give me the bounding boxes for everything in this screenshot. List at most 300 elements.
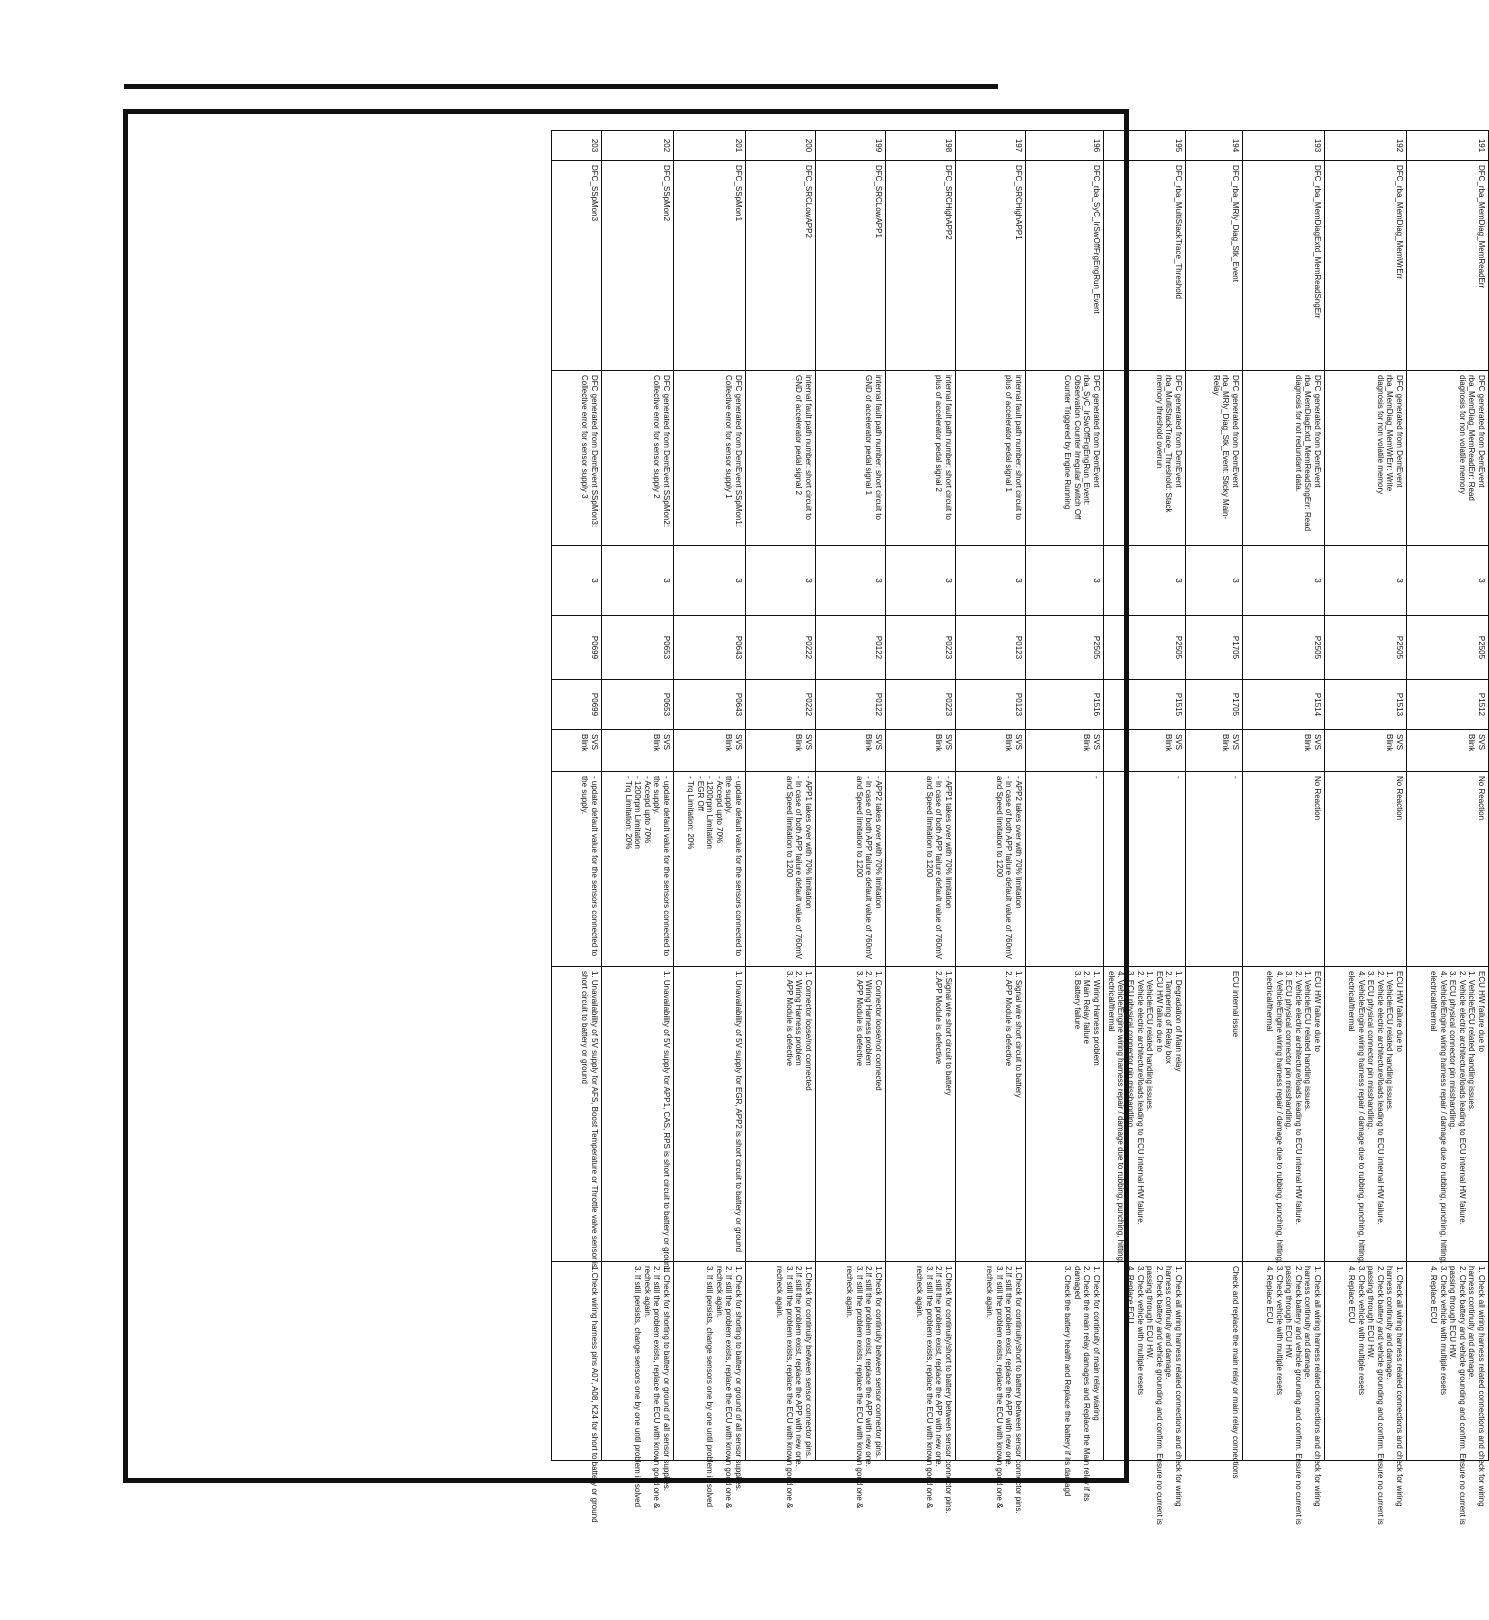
cell-text-line: electrical/thermal bbox=[1429, 971, 1439, 1032]
corrective-action-cell bbox=[602, 1262, 674, 1509]
corrective-action-cell bbox=[886, 1262, 956, 1514]
cell-text-line: 2. Wiring Harness problem bbox=[864, 971, 874, 1066]
cell-text-line: - update default value for the sensors connected to bbox=[662, 776, 671, 957]
cell-text-line: internal fault path number: short circuit to bbox=[1014, 375, 1023, 520]
spn-code-cell: P1513 bbox=[1325, 680, 1407, 730]
mil-status-cell: SVS Blink bbox=[1243, 730, 1325, 772]
dtc-class-cell: 3 bbox=[674, 546, 746, 616]
table-row bbox=[602, 131, 674, 1461]
spn-code-cell: P0699 bbox=[552, 680, 602, 730]
fault-reaction-cell bbox=[1104, 772, 1186, 967]
p-code-cell: P2505 bbox=[1407, 616, 1489, 680]
mil-status-cell: SVS Blink bbox=[552, 730, 602, 772]
cell-text-line: recheck again. bbox=[985, 1266, 995, 1319]
table-row bbox=[674, 131, 746, 1461]
fault-reaction-cell bbox=[1325, 772, 1407, 967]
spn-code-cell: P0223 bbox=[886, 680, 956, 730]
cell-text-line: DFC generated from DemEvent bbox=[1477, 375, 1486, 488]
cell-text-line: and Speed limitation to 1200 bbox=[994, 776, 1004, 878]
cell-text-line: Relay bbox=[1211, 375, 1221, 396]
cell-text-line: 1. Check for shorting to battery or ground of all sensor supplies. bbox=[734, 1266, 743, 1492]
description-cell bbox=[674, 371, 746, 546]
row-number-cell: 195 bbox=[1104, 131, 1186, 161]
mil-status-cell: SVS Blink bbox=[1186, 730, 1243, 772]
cell-text-line: 1. Check for continuity of main relay wiaring bbox=[1092, 1266, 1101, 1421]
row-number-cell: 199 bbox=[816, 131, 886, 161]
dtc-class-cell: 3 bbox=[1026, 546, 1104, 616]
cell-text-line: 2. Vehicle electric architecture/loads leading to ECU internal HW failure. bbox=[1457, 971, 1467, 1225]
cell-text-line: - Trq Limitation: 20% bbox=[686, 776, 696, 850]
cell-text-line: 1. Check all wiring harness related connections and check for wiring bbox=[1395, 1266, 1404, 1507]
cell-text-line: 2. Wiring Harness problem bbox=[794, 971, 804, 1066]
row-number-cell: 203 bbox=[552, 131, 602, 161]
cell-text-line: recheck again. bbox=[714, 1266, 724, 1319]
cell-text-line: 1. Connector loose/not connected bbox=[804, 971, 813, 1091]
row-number-cell: 194 bbox=[1186, 131, 1243, 161]
cell-text-line: rba_MultiStackTrace_Threshold: Stack bbox=[1164, 375, 1174, 513]
cell-text-line: DFC generated from DemEvent SSpMon1: bbox=[734, 375, 743, 528]
cell-text-line: diagnosis for not redundant data. bbox=[1293, 375, 1303, 492]
cell-text-line: 3. If still the problem exists, replace the ECU with known good one & bbox=[784, 1266, 794, 1509]
cell-text-line: DFC generated from DemEvent bbox=[1313, 375, 1322, 488]
cell-text-line: plus of accelerator pedal signal 2 bbox=[934, 375, 944, 492]
corrective-action-cell bbox=[1407, 1262, 1489, 1525]
spn-code-cell: P0122 bbox=[816, 680, 886, 730]
cell-text-line: and Speed limitation to 1200 bbox=[784, 776, 794, 878]
cell-text-line: ECU internal issue bbox=[1231, 971, 1240, 1038]
cell-text-line: 1. Degradation of Main relay bbox=[1174, 971, 1183, 1072]
cell-text-line: - update default value for the sensors connected to bbox=[590, 776, 599, 957]
mil-status-cell: SVS Blink bbox=[602, 730, 674, 772]
description-cell bbox=[1026, 371, 1104, 546]
cell-text-line: 2. Check battery and vehicle grounding and confirm. Ensure no current is bbox=[1154, 1266, 1164, 1525]
cell-text-line: 1. Check for shorting to battery or ground of all sensor supplies. bbox=[662, 1266, 671, 1492]
row-number-cell: 198 bbox=[886, 131, 956, 161]
cell-text-line: DFC generated from DemEvent bbox=[1231, 375, 1240, 488]
cell-text-line: DFC generated from DemEvent SSpMon3: bbox=[590, 375, 599, 528]
row-number-cell: 191 bbox=[1407, 131, 1489, 161]
cell-text-line: 2.If still the problem exist, replace the APP with new one. bbox=[794, 1266, 804, 1467]
row-number-cell: 192 bbox=[1325, 131, 1407, 161]
corrective-action-cell bbox=[1243, 1262, 1325, 1525]
cell-text-line: passing through ECU HW. bbox=[1366, 1266, 1376, 1360]
table-row bbox=[1104, 131, 1186, 1461]
description-cell bbox=[886, 371, 956, 546]
cell-text-line: - APP1 takes over with 70% limitation bbox=[804, 776, 813, 909]
spn-code-cell: P1512 bbox=[1407, 680, 1489, 730]
corrective-action-cell bbox=[956, 1262, 1026, 1514]
spn-code-cell: P1705 bbox=[1186, 680, 1243, 730]
cell-text-line: DFC generated from DemEvent bbox=[1092, 375, 1101, 488]
cell-text-line: recheck again. bbox=[642, 1266, 652, 1319]
cell-text-line: - APP2 takes over with 70% limitation bbox=[1014, 776, 1023, 909]
cell-text-line: - In case of both APP failure default value of 760mV bbox=[1004, 776, 1014, 960]
cell-text-line: 2. Vehicle electric architecture/loads leading to ECU internal HW failure. bbox=[1375, 971, 1385, 1225]
description-cell bbox=[602, 371, 674, 546]
cell-text-line: electrical/thermal bbox=[1265, 971, 1275, 1032]
description-cell bbox=[816, 371, 886, 546]
dfc-table bbox=[551, 130, 1489, 1525]
cell-text-line: - update default value for the sensors connected to bbox=[734, 776, 743, 957]
possible-causes-cell bbox=[1026, 967, 1104, 1262]
cell-text-line: GND of accelerator pedal signal 2 bbox=[794, 375, 804, 496]
cell-text-line: 3. If still persists, change sensors one by one until problem is solved bbox=[633, 1266, 643, 1508]
p-code-cell: P0643 bbox=[674, 616, 746, 680]
dtc-class-cell: 3 bbox=[1104, 546, 1186, 616]
cell-text-line: plus of accelerator pedal signal 1 bbox=[1004, 375, 1014, 492]
spn-code-cell: P0643 bbox=[674, 680, 746, 730]
corrective-action-cell bbox=[1026, 1262, 1104, 1502]
cell-text-line: electrical/thermal bbox=[1106, 971, 1116, 1032]
p-code-cell: P0222 bbox=[746, 616, 816, 680]
description-cell bbox=[746, 371, 816, 546]
cell-text-line: passing through ECU HW. bbox=[1284, 1266, 1294, 1360]
cell-text-line: 1.Check for continuity/short to battery between sensor connector pins. bbox=[944, 1266, 953, 1514]
row-number-cell: 201 bbox=[674, 131, 746, 161]
cell-text-line: 2. Check the main relay damages and Replace the Main relay if its bbox=[1082, 1266, 1092, 1502]
cell-text-line: ECU HW failure due to bbox=[1477, 971, 1486, 1052]
possible-causes-cell bbox=[602, 967, 674, 1273]
cell-text-line: - 1200rpm Limitation bbox=[705, 776, 715, 849]
table-row bbox=[1186, 131, 1243, 1461]
possible-causes-cell bbox=[1104, 967, 1186, 1262]
cell-text-line: rba_MemDiag_MemReadErr: Read bbox=[1467, 375, 1477, 501]
row-number-cell: 193 bbox=[1243, 131, 1325, 161]
cell-text-line: electrical/thermal bbox=[1347, 971, 1357, 1032]
possible-causes-cell bbox=[1325, 967, 1407, 1262]
cell-text-line: 1. Connector loose/not connected bbox=[874, 971, 883, 1091]
cell-text-line: - In case of both APP failure default value of 760mV bbox=[934, 776, 944, 960]
cell-text-line: 2. If still the problem exists, replace the ECU with known good one & bbox=[724, 1266, 734, 1509]
cell-text-line: harness continuity and damage. bbox=[1164, 1266, 1174, 1380]
table-row bbox=[956, 131, 1026, 1461]
row-number-cell: 196 bbox=[1026, 131, 1104, 161]
dtc-class-cell: 3 bbox=[1243, 546, 1325, 616]
cell-text-line: 1. Check all wiring harness related connections and check for wiring bbox=[1313, 1266, 1322, 1507]
fault-reaction-cell bbox=[674, 772, 746, 967]
cell-text-line: Collective error for sensor supply 3 bbox=[580, 375, 590, 499]
cell-text-line: - Trq Limitation: 20% bbox=[623, 776, 633, 850]
cell-text-line: No Reaction bbox=[1395, 776, 1404, 821]
table-row bbox=[1243, 131, 1325, 1461]
spn-code-cell: P0123 bbox=[956, 680, 1026, 730]
description-cell bbox=[1186, 371, 1243, 546]
spn-code-cell: P0222 bbox=[746, 680, 816, 730]
description-cell bbox=[1325, 371, 1407, 546]
cell-text-line: 4. Replace ECU bbox=[1126, 1266, 1136, 1324]
description-cell bbox=[1407, 371, 1489, 546]
cell-text-line: - EGR Off bbox=[695, 776, 705, 811]
corrective-action-cell bbox=[1104, 1262, 1186, 1525]
cell-text-line: Counter Triggered by Engine Running bbox=[1063, 375, 1073, 510]
cell-text-line: 1. Vehicle/ECU related handling issues. bbox=[1385, 971, 1395, 1112]
fault-reaction-cell bbox=[602, 772, 674, 967]
cell-text-line: 4. Vehicle/Engine wiring harness repair / damage due to rubbing, punching, hitting, bbox=[1274, 971, 1284, 1264]
cell-text-line: 3. If still the problem exists, replace the ECU with known good one & bbox=[994, 1266, 1004, 1509]
cell-text-line: 1. Vehicle/ECU related handling issues. bbox=[1467, 971, 1477, 1112]
cell-text-line: recheck again. bbox=[845, 1266, 855, 1319]
dfc-name-cell: DFC_SSpMon3 bbox=[552, 161, 602, 371]
fault-reaction-cell bbox=[552, 772, 602, 967]
cell-text-line: 1. Unavailability of 5V supply for EGR, APP2 is short circuit to battery or ground bbox=[734, 971, 743, 1253]
fault-reaction-cell bbox=[1026, 772, 1104, 967]
corrective-action-cell bbox=[816, 1262, 886, 1509]
fault-reaction-cell bbox=[886, 772, 956, 967]
dtc-class-cell: 3 bbox=[1325, 546, 1407, 616]
spn-code-cell: P1515 bbox=[1104, 680, 1186, 730]
cell-text-line: harness continuity and damage. bbox=[1467, 1266, 1477, 1380]
p-code-cell: P0699 bbox=[552, 616, 602, 680]
possible-causes-cell bbox=[816, 967, 886, 1262]
cell-text-line: DFC generated from DemEvent bbox=[1174, 375, 1183, 488]
cell-text-line: ECU HW failure due to bbox=[1313, 971, 1322, 1052]
table-row bbox=[1325, 131, 1407, 1461]
cell-text-line: - In case of both APP failure default value of 760mV bbox=[794, 776, 804, 960]
cell-text-line: 3. ECU physical connector pin misshandling. bbox=[1126, 971, 1136, 1130]
cell-text-line: memory threshold overrun bbox=[1154, 375, 1164, 469]
cell-text-line: and Speed limitation to 1200 bbox=[924, 776, 934, 878]
cell-text-line: 2. Vehicle electric architecture/loads leading to ECU internal HW failure. bbox=[1135, 971, 1145, 1225]
possible-causes-cell bbox=[1407, 967, 1489, 1262]
cell-text-line: - Accepd upto 70% bbox=[642, 776, 652, 844]
cell-text-line: 1.Check for continuity/short to battery between sensor connector pins. bbox=[1014, 1266, 1023, 1514]
p-code-cell: P0653 bbox=[602, 616, 674, 680]
dfc-name-cell: DFC_rba_MemDiag_MemWrErr bbox=[1325, 161, 1407, 371]
cell-text-line: 3. Check vehicle with multiple resets bbox=[1135, 1266, 1145, 1395]
row-number-cell: 202 bbox=[602, 131, 674, 161]
cell-text-line: 4. Vehicle/Engine wiring harness repair / damage due to rubbing, punching, hitting, bbox=[1438, 971, 1448, 1264]
cell-text-line: 1. Wiring Harness problem bbox=[1092, 971, 1101, 1066]
cell-text-line: rba_MemDiag_MemWrErr: Write bbox=[1385, 375, 1395, 492]
mil-status-cell: SVS Blink bbox=[674, 730, 746, 772]
cell-text-line: 1. Vehicle/ECU related handling issues. bbox=[1145, 971, 1155, 1112]
top-rule bbox=[124, 84, 998, 89]
fault-reaction-cell bbox=[1243, 772, 1325, 967]
possible-causes-cell bbox=[552, 967, 602, 1268]
cell-text-line: damaged bbox=[1072, 1266, 1082, 1300]
dtc-class-cell: 3 bbox=[886, 546, 956, 616]
cell-text-line: internal fault path number: short circuit to bbox=[874, 375, 883, 520]
cell-text-line: Collective error for sensor supply 1 bbox=[724, 375, 734, 499]
mil-status-cell: SVS Blink bbox=[886, 730, 956, 772]
corrective-action-cell bbox=[1186, 1262, 1243, 1479]
p-code-cell: P2505 bbox=[1325, 616, 1407, 680]
corrective-action-cell bbox=[746, 1262, 816, 1509]
cell-text-line: Check and replace the main relay or main relay connections bbox=[1231, 1266, 1240, 1479]
corrective-action-cell bbox=[552, 1262, 602, 1523]
cell-text-line: the supply. bbox=[652, 776, 662, 815]
dfc-name-cell: DFC_rba_MemDiag_MemReadErr bbox=[1407, 161, 1489, 371]
cell-text-line: 1. Vehicle/ECU related handling issues. bbox=[1303, 971, 1313, 1112]
fault-reaction-cell bbox=[746, 772, 816, 967]
cell-text-line: 3. If still the problem exists, replace the ECU with known good one & bbox=[924, 1266, 934, 1509]
spn-code-cell: P1516 bbox=[1026, 680, 1104, 730]
mil-status-cell: SVS Blink bbox=[816, 730, 886, 772]
cell-text-line: 1. Check all wiring harness related connections and check for wiring bbox=[1477, 1266, 1486, 1507]
dfc-name-cell: DFC_SSpMon2 bbox=[602, 161, 674, 371]
table-row bbox=[552, 131, 602, 1461]
description-cell bbox=[956, 371, 1026, 546]
cell-text-line: 2. If still the problem exists, replace the ECU with known good one & bbox=[652, 1266, 662, 1509]
dtc-class-cell: 3 bbox=[956, 546, 1026, 616]
possible-causes-cell bbox=[1186, 967, 1243, 1262]
possible-causes-cell bbox=[746, 967, 816, 1262]
dfc-name-cell: DFC_rba_MultiStackTrace_Threshold bbox=[1104, 161, 1186, 371]
cell-text-line: rba_SyC_IrSwOffFrgEngRun_Event: bbox=[1082, 375, 1092, 506]
dfc-name-cell: DFC_SRCLowAPP1 bbox=[816, 161, 886, 371]
cell-text-line: - APP2 takes over with 70% limitation bbox=[874, 776, 883, 909]
cell-text-line: recheck again. bbox=[915, 1266, 925, 1319]
cell-text-line: 2. Tampering of Relay box bbox=[1164, 971, 1174, 1064]
cell-text-line: DFC generated from DemEvent bbox=[1395, 375, 1404, 488]
cell-text-line: - In case of both APP failure default value of 760mV bbox=[864, 776, 874, 960]
dfc-name-cell: DFC_rba_MemDiagExtd_MemReadSngErr bbox=[1243, 161, 1325, 371]
dfc-name-cell: DFC_SRCLowAPP2 bbox=[746, 161, 816, 371]
dtc-class-cell: 3 bbox=[816, 546, 886, 616]
cell-text-line: 2. Check battery and vehicle grounding and confirm. Ensure no current is bbox=[1293, 1266, 1303, 1525]
cell-text-line: rba_MemDiagExtd_MemReadSngErr: Read bbox=[1303, 375, 1313, 532]
cell-text-line: 4. Replace ECU bbox=[1265, 1266, 1275, 1324]
cell-text-line: passing through ECU HW. bbox=[1448, 1266, 1458, 1360]
cell-text-line: the supply. bbox=[724, 776, 734, 815]
spn-code-cell: P0653 bbox=[602, 680, 674, 730]
row-number-cell: 200 bbox=[746, 131, 816, 161]
cell-text-line: - bbox=[1231, 776, 1240, 779]
cell-text-line: 1.Check for continuity between sensor connector pins. bbox=[804, 1266, 813, 1459]
cell-text-line: 2.If still the problem exist, replace the APP with new one. bbox=[864, 1266, 874, 1467]
cell-text-line: the supply. bbox=[580, 776, 590, 815]
p-code-cell: P0123 bbox=[956, 616, 1026, 680]
dfc-name-cell: DFC_SRCHighAPP2 bbox=[886, 161, 956, 371]
cell-text-line: ECU HW failure due to bbox=[1395, 971, 1404, 1052]
cell-text-line: 4. Replace ECU bbox=[1347, 1266, 1357, 1324]
cell-text-line: short circuit to battery or ground bbox=[580, 971, 590, 1084]
cell-text-line: 3. Check vehicle with multiple resets bbox=[1438, 1266, 1448, 1395]
cell-text-line: 3. ECU physical connector pin misshandling. bbox=[1284, 971, 1294, 1130]
cell-text-line: 4. Vehicle/Engine wiring harness repair / damage due to rubbing, punching, hitting, bbox=[1356, 971, 1366, 1264]
cell-text-line: harness continuity and damage. bbox=[1385, 1266, 1395, 1380]
dtc-class-cell: 3 bbox=[746, 546, 816, 616]
description-cell bbox=[1243, 371, 1325, 546]
fault-reaction-cell bbox=[816, 772, 886, 967]
cell-text-line: internal fault path number: short circuit to bbox=[944, 375, 953, 520]
p-code-cell: P2505 bbox=[1026, 616, 1104, 680]
mil-status-cell: SVS Blink bbox=[956, 730, 1026, 772]
mil-status-cell: SVS Blink bbox=[1407, 730, 1489, 772]
fault-reaction-cell bbox=[1186, 772, 1243, 967]
p-code-cell: P0122 bbox=[816, 616, 886, 680]
cell-text-line: - bbox=[1092, 776, 1101, 779]
possible-causes-cell bbox=[956, 967, 1026, 1262]
mil-status-cell: SVS Blink bbox=[1104, 730, 1186, 772]
cell-text-line: 2. Vehicle electric architecture/loads leading to ECU internal HW failure. bbox=[1293, 971, 1303, 1225]
cell-text-line: 3. Check the battery health and Replace the battery if its damagd bbox=[1063, 1266, 1073, 1497]
cell-text-line: and Speed limitation to 1200 bbox=[854, 776, 864, 878]
cell-text-line: Observation Counter Irregular Switch Off bbox=[1072, 375, 1082, 520]
cell-text-line: 1. Check all wiring harness related connections and check for wiring bbox=[1174, 1266, 1183, 1507]
cell-text-line: GND of accelerator pedal signal 1 bbox=[864, 375, 874, 496]
cell-text-line: DFC generated from DemEvent SSpMon2: bbox=[662, 375, 671, 528]
mil-status-cell: SVS Blink bbox=[1026, 730, 1104, 772]
cell-text-line: 3. If still persists, change sensors one by one until problem is solved bbox=[705, 1266, 715, 1508]
mil-status-cell: SVS Blink bbox=[1325, 730, 1407, 772]
table-body bbox=[552, 131, 1489, 1525]
row-number-cell: 197 bbox=[956, 131, 1026, 161]
dtc-class-cell: 3 bbox=[552, 546, 602, 616]
cell-text-line: - APP1 takes over with 70% limitation bbox=[944, 776, 953, 909]
cell-text-line: 1. Signal wire short circuit to battery bbox=[1014, 971, 1023, 1098]
cell-text-line: 3. ECU physical connector pin misshandling. bbox=[1366, 971, 1376, 1130]
cell-text-line: recheck again. bbox=[775, 1266, 785, 1319]
cell-text-line: No Reaction bbox=[1313, 776, 1322, 821]
dtc-class-cell: 3 bbox=[1186, 546, 1243, 616]
p-code-cell: P0223 bbox=[886, 616, 956, 680]
cell-text-line: 2. Main Relay failure bbox=[1082, 971, 1092, 1044]
corrective-action-cell bbox=[1325, 1262, 1407, 1525]
p-code-cell: P2505 bbox=[1104, 616, 1186, 680]
table-row bbox=[1026, 131, 1104, 1461]
cell-text-line: 2. APP Module is defective bbox=[1004, 971, 1014, 1067]
dtc-class-cell: 3 bbox=[602, 546, 674, 616]
cell-text-line: 2.APP Module is defective bbox=[934, 971, 944, 1065]
cell-text-line: 4. Vehicle/Engine wiring harness repair / damage due to rubbing, punching, hitting, bbox=[1116, 971, 1126, 1264]
cell-text-line: - 1200rpm Limitation bbox=[633, 776, 643, 849]
possible-causes-cell bbox=[1243, 967, 1325, 1262]
cell-text-line: 1.Check wiring harness pins A07, A08, K24 for short to battery or ground bbox=[590, 1266, 599, 1523]
dfc-name-cell: DFC_rba_SyC_IrSwOffFrgEngRun_Event bbox=[1026, 161, 1104, 371]
cell-text-line: 3. Battery failure bbox=[1072, 971, 1082, 1030]
table-row bbox=[816, 131, 886, 1461]
cell-text-line: harness continuity and damage. bbox=[1303, 1266, 1313, 1380]
rotated-table-container bbox=[551, 130, 1489, 1525]
cell-text-line: 3. If still the problem exists, replace the ECU with known good one & bbox=[854, 1266, 864, 1509]
description-cell bbox=[552, 371, 602, 546]
cell-text-line: 1.Signal wire short circuit to battery bbox=[944, 971, 953, 1096]
dfc-name-cell: DFC_SRCHighAPP1 bbox=[956, 161, 1026, 371]
cell-text-line: 3. APP Module is defective bbox=[854, 971, 864, 1067]
cell-text-line: diagnosis for non volatile memory bbox=[1457, 375, 1467, 495]
corrective-action-cell bbox=[674, 1262, 746, 1509]
p-code-cell: P2505 bbox=[1243, 616, 1325, 680]
cell-text-line: - Accepd upto 70% bbox=[714, 776, 724, 844]
cell-text-line: passing through ECU HW. bbox=[1145, 1266, 1155, 1360]
dfc-name-cell: DFC_SSpMon1 bbox=[674, 161, 746, 371]
cell-text-line: rba_MRly_Diag_Stk_Event: Sticky Main- bbox=[1221, 375, 1231, 520]
mil-status-cell: SVS Blink bbox=[746, 730, 816, 772]
dfc-name-cell: DFC_rba_MRly_Diag_Stk_Event bbox=[1186, 161, 1243, 371]
cell-text-line: 3. Check vehicle with multiple resets bbox=[1274, 1266, 1284, 1395]
cell-text-line: 2. Check battery and vehicle grounding and confirm. Ensure no current is bbox=[1375, 1266, 1385, 1525]
table-row bbox=[746, 131, 816, 1461]
cell-text-line: 3. ECU physical connector pin misshandling. bbox=[1448, 971, 1458, 1130]
cell-text-line: 3. APP Module is defective bbox=[784, 971, 794, 1067]
cell-text-line: 1.Check for continuity between sensor connector pins. bbox=[874, 1266, 883, 1459]
cell-text-line: 2.If still the problem exist, replace the APP with new one. bbox=[934, 1266, 944, 1467]
cell-text-line: Collective error for sensor supply 2 bbox=[652, 375, 662, 499]
cell-text-line: 3. Check vehicle with multiple resets bbox=[1356, 1266, 1366, 1395]
possible-causes-cell bbox=[886, 967, 956, 1262]
cell-text-line: diagnosis for non volatile memory bbox=[1375, 375, 1385, 495]
fault-reaction-cell bbox=[956, 772, 1026, 967]
cell-text-line: 4. Replace ECU bbox=[1429, 1266, 1439, 1324]
cell-text-line: 2. Check battery and vehicle grounding and confirm. Ensure no current is bbox=[1457, 1266, 1467, 1525]
table-row bbox=[886, 131, 956, 1461]
cell-text-line: 1. Unavailability of 5V supply for AFS, Boost Temperature or Throttle valve sensor is bbox=[590, 971, 599, 1268]
cell-text-line: 1. Unavailability of 5V supply for APP1, CAS, RPS is short circuit to battery or ground bbox=[662, 971, 671, 1273]
table-row bbox=[1407, 131, 1489, 1461]
cell-text-line: No Reaction bbox=[1477, 776, 1486, 821]
cell-text-line: - bbox=[1174, 776, 1183, 779]
